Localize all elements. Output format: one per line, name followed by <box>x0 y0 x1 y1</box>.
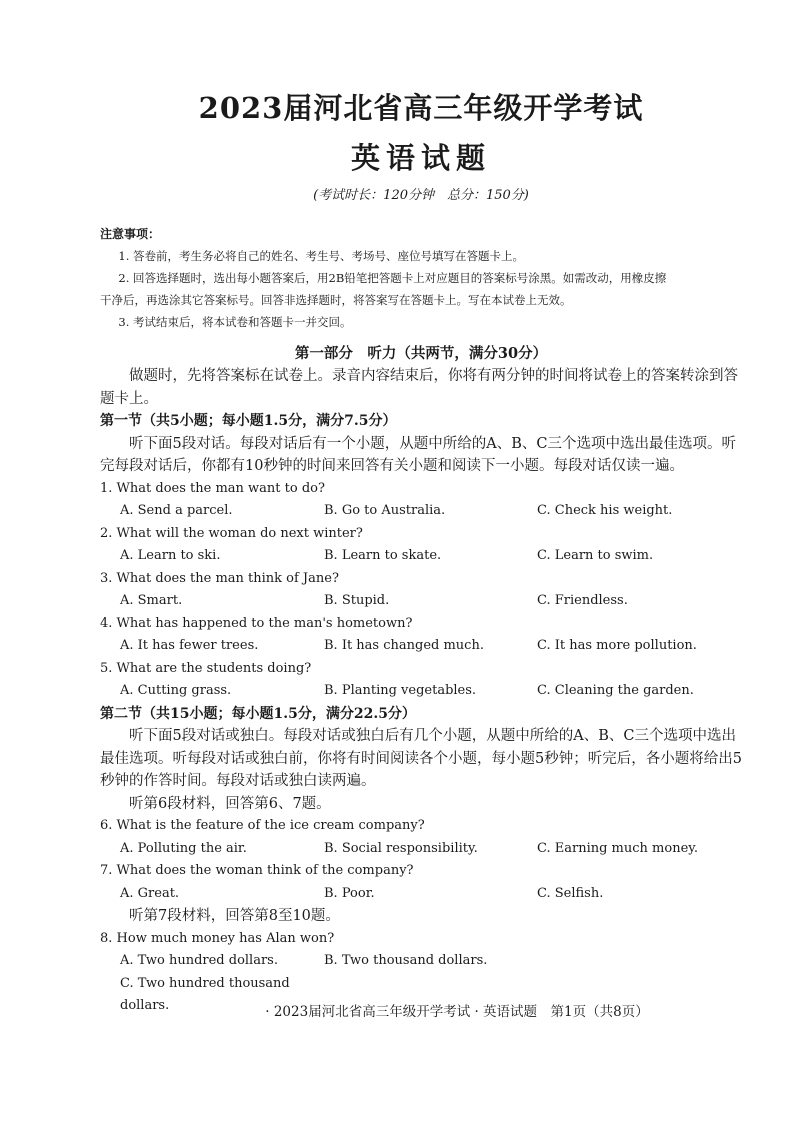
option-c: C. Two hundred thousand dollars. <box>120 975 290 1013</box>
part1-intro: 做题时，先将答案标在试卷上。录音内容结束后，你将有两分钟的时间将试卷上的答案转涂到答题卡上。 <box>100 368 738 407</box>
question-text: 6. What is the feature of the ice cream company? <box>100 818 425 833</box>
notice-item-2-cont: 干净后，再选涂其它答案标号。回答非选择题时，将答案写在答题卡上。写在本试卷上无效。 <box>100 293 572 307</box>
question-text: 3. What does the man think of Jane? <box>100 570 339 586</box>
option-b: B. Stupid. <box>324 593 390 608</box>
option-a: A. Polluting the air. <box>120 840 247 856</box>
option-a: A. Learn to ski. <box>120 548 221 563</box>
option-b: B. Poor. <box>324 885 375 901</box>
section2-title: 第二节（共15小题；每小题1.5分，满分22.5分） <box>100 705 416 722</box>
option-c: C. Friendless. <box>537 593 628 608</box>
question-5 <box>100 658 742 703</box>
exam-info: (考试时长：120分钟 总分：150分) <box>313 188 529 203</box>
section1-intro: 听下面5段对话。每段对话后有一个小题，从题中所给的A、B、C三个选项中选出最佳选项。听完每段对话后，你都有10秒钟的时间来回答有关小题和阅读下一小题。每段对话仅读一遍。 <box>100 435 736 474</box>
part1-title: 第一部分 听力（共两节，满分30分） <box>294 345 548 362</box>
question-text: 8. How much money has Alan won? <box>100 930 335 946</box>
notice-item-3: 3. 考试结束后，将本试卷和答题卡一并交回。 <box>118 315 352 329</box>
question-7 <box>100 860 742 905</box>
question-3 <box>100 568 742 613</box>
option-a: A. It has fewer trees. <box>120 638 259 653</box>
option-b: B. Two thousand dollars. <box>324 953 488 968</box>
material-6-instruction: 听第6段材料，回答第6、7题。 <box>129 795 331 812</box>
question-1 <box>100 478 742 523</box>
exam-subtitle: 英语试题 <box>350 141 491 175</box>
option-b: B. Learn to skate. <box>324 548 442 563</box>
option-a: A. Smart. <box>120 593 183 608</box>
option-c: C. Cleaning the garden. <box>537 683 694 698</box>
question-text: 2. What will the woman do next winter? <box>100 525 363 541</box>
option-a: A. Two hundred dollars. <box>120 953 278 968</box>
notice-item-1: 1. 答卷前，考生务必将自己的姓名、考生号、考场号、座位号填写在答题卡上。 <box>118 249 525 263</box>
option-a: A. Great. <box>120 885 180 901</box>
question-text: 5. What are the students doing? <box>100 660 312 676</box>
notice-block <box>100 223 742 333</box>
option-c: C. Check his weight. <box>537 503 673 518</box>
section2-intro: 听下面5段对话或独白。每段对话或独白后有几个小题，从题中所给的A、B、C三个选项中选出最佳选项。听每段对话或独白前，你将有时间阅读各个小题，每小题5秒钟；听完后，各小题将给出5秒钟的作答时间。每段对话或独白读两遍。 <box>100 728 742 789</box>
option-b: B. Go to Australia. <box>324 503 446 518</box>
question-text: 1. What does the man want to do? <box>100 480 325 496</box>
question-2 <box>100 523 742 568</box>
option-c: C. Learn to swim. <box>537 548 654 563</box>
question-4 <box>100 613 742 658</box>
option-a: A. Cutting grass. <box>120 683 232 698</box>
question-6 <box>100 815 742 860</box>
option-c: C. It has more pollution. <box>537 638 697 653</box>
option-c: C. Earning much money. <box>537 840 699 856</box>
exam-title: 2023届河北省高三年级开学考试 <box>198 91 644 125</box>
notice-title: 注意事项： <box>100 227 161 241</box>
question-text: 4. What has happened to the man's hometown? <box>100 615 413 631</box>
material-7-instruction: 听第7段材料，回答第8至10题。 <box>129 908 340 924</box>
page-footer: · 2023届河北省高三年级开学考试 · 英语试题 第1页（共8页） <box>265 1004 649 1020</box>
notice-item-2: 2. 回答选择题时，选出每小题答案后，用2B铅笔把答题卡上对应题目的答案标号涂黑。如需改动，用橡皮擦 <box>118 271 667 285</box>
option-b: B. It has changed much. <box>324 638 484 653</box>
option-b: B. Social responsibility. <box>324 840 478 856</box>
section1-title: 第一节（共5小题；每小题1.5分，满分7.5分） <box>100 413 397 429</box>
question-text: 7. What does the woman think of the company? <box>100 863 414 878</box>
option-a: A. Send a parcel. <box>120 503 233 518</box>
option-b: B. Planting vegetables. <box>324 683 477 698</box>
option-c: C. Selfish. <box>537 885 604 901</box>
